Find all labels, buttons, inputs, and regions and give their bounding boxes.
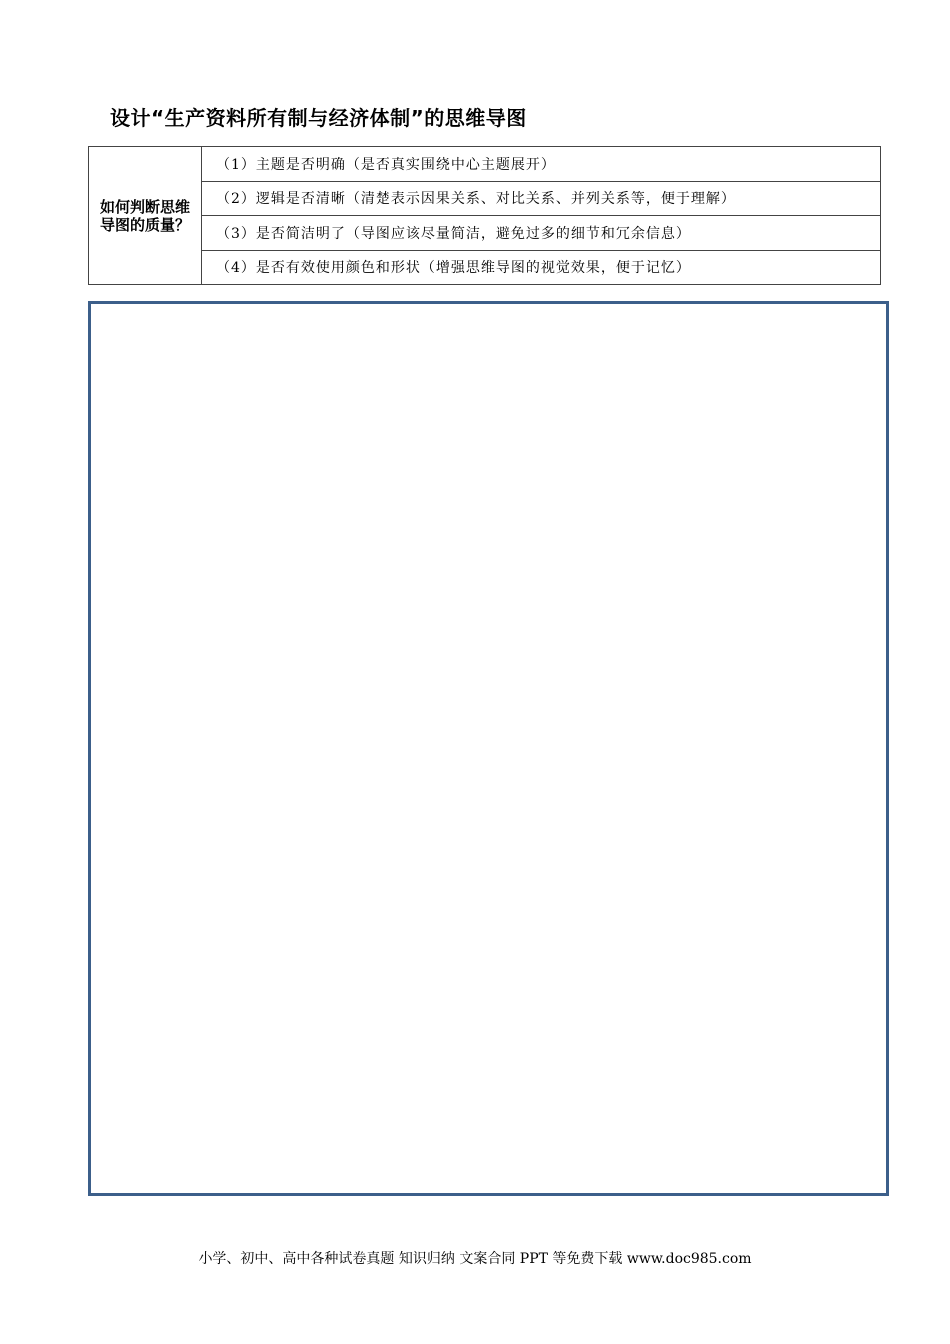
criteria-label: 如何判断思维导图的质量？ xyxy=(89,147,202,285)
page-title: 设计“生产资料所有制与经济体制”的思维导图 xyxy=(110,106,527,130)
criteria-item-1: （1）主题是否明确（是否真实围绕中心主题展开） xyxy=(202,147,881,182)
criteria-row xyxy=(89,181,881,216)
mind-map-answer-area[interactable] xyxy=(88,301,889,1196)
criteria-item-3: （3）是否简洁明了（导图应该尽量简洁，避免过多的细节和冗余信息） xyxy=(202,216,881,251)
footer-text: 小学、初中、高中各种试卷真题 知识归纳 文案合同 PPT 等免费下载 www.doc985.com xyxy=(198,1251,752,1267)
criteria-row xyxy=(89,216,881,251)
criteria-item-4: （4）是否有效使用颜色和形状（增强思维导图的视觉效果，便于记忆） xyxy=(202,250,881,285)
criteria-item-2: （2）逻辑是否清晰（清楚表示因果关系、对比关系、并列关系等，便于理解） xyxy=(202,181,881,216)
criteria-row xyxy=(89,147,881,182)
quality-criteria-table xyxy=(88,146,881,285)
criteria-row xyxy=(89,250,881,285)
